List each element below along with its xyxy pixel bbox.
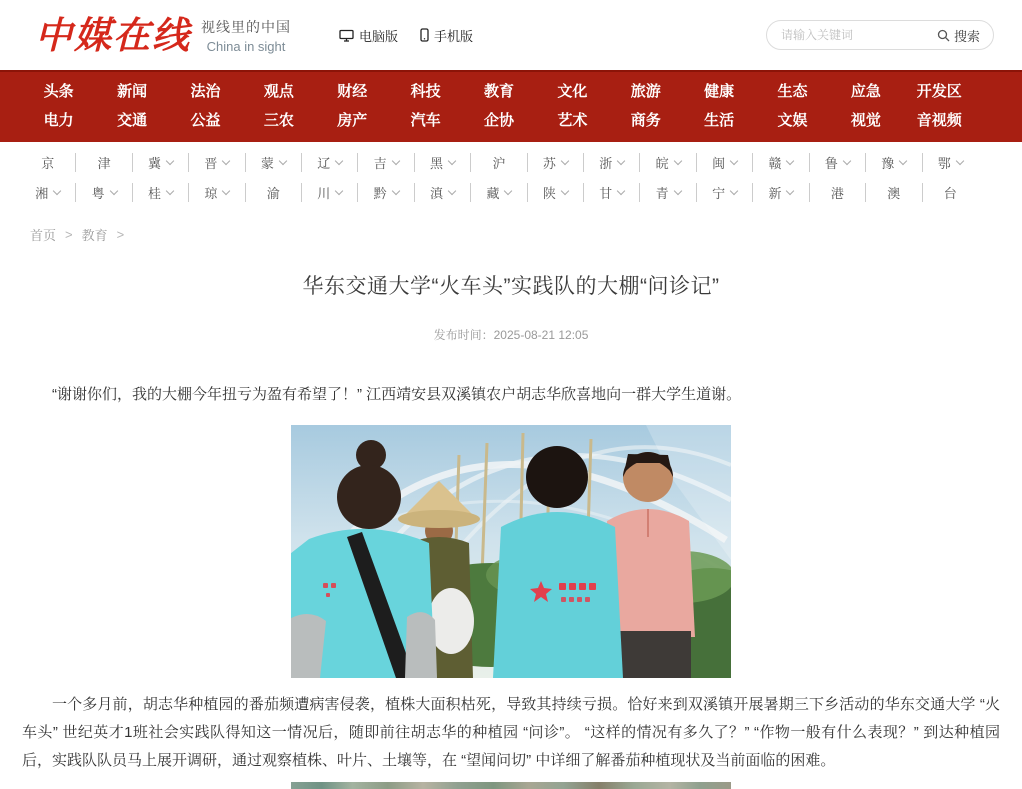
search-button[interactable] [929,26,988,45]
region-label: 陕 [542,186,556,201]
region-label: 吉 [373,156,387,171]
search-input[interactable] [781,28,929,42]
region-link[interactable] [246,183,302,202]
primary-nav-link[interactable]: 旅游 [630,83,661,100]
article-photo-wrap [22,425,1000,678]
chevron-down-icon [391,156,399,164]
region-label: 桂 [148,186,162,201]
region-label: 冀 [148,156,162,171]
primary-nav-link[interactable]: 教育 [483,83,514,100]
region-label: 渝 [266,186,280,201]
region-label: 琼 [204,186,218,201]
chevron-down-icon [222,156,230,164]
chevron-down-icon [786,186,794,194]
region-link[interactable] [302,153,358,172]
article-paragraph: “谢谢你们，我的大棚今年扭亏为盈有希望了！” 江西靖安县双溪镇农户胡志华欣喜地向一群大学生道谢。 [52,386,742,403]
primary-nav-link[interactable]: 房产 [337,112,368,129]
primary-nav-link[interactable]: 视觉 [850,112,881,129]
region-label: 川 [317,186,331,201]
region-label: 藏 [486,186,500,201]
search-button-label: 搜索 [953,28,980,44]
region-link[interactable] [246,153,302,172]
article [0,270,1022,789]
primary-nav-link[interactable]: 汽车 [410,112,441,129]
breadcrumb-link[interactable]: 教育 [81,228,108,243]
chevron-down-icon [730,156,738,164]
chevron-down-icon [617,186,625,194]
chevron-down-icon [561,186,569,194]
primary-nav-link[interactable]: 应急 [850,83,881,100]
region-link[interactable] [358,183,414,202]
chevron-down-icon [166,156,174,164]
region-link[interactable] [528,153,584,172]
site-logo-text: 中媒在线 [35,12,191,57]
chevron-down-icon [166,186,174,194]
primary-nav-link[interactable]: 公益 [190,112,221,129]
primary-nav-link[interactable]: 电力 [43,112,74,129]
region-link[interactable] [528,183,584,202]
region-link[interactable] [189,153,245,172]
primary-nav-link[interactable]: 商务 [630,112,661,129]
primary-nav-link[interactable]: 头条 [43,83,74,100]
region-link[interactable] [810,153,866,172]
primary-nav-row-2 [22,110,976,131]
region-label: 豫 [881,156,895,171]
chevron-down-icon [561,156,569,164]
primary-nav-link[interactable]: 科技 [410,83,441,100]
region-link[interactable] [415,183,471,202]
site-header [0,0,1022,70]
region-label: 皖 [655,156,669,171]
region-label: 黔 [373,186,387,201]
magnifier-icon [937,29,950,42]
chevron-down-icon [335,156,343,164]
chevron-down-icon [730,186,738,194]
article-photo [291,425,731,678]
chevron-down-icon [899,156,907,164]
version-links [339,26,473,45]
chevron-down-icon [222,186,230,194]
region-link[interactable] [810,183,866,202]
breadcrumb-link[interactable]: 首页 [30,228,57,243]
region-link[interactable] [640,183,696,202]
chevron-down-icon [448,156,456,164]
primary-nav-link[interactable]: 企协 [483,112,514,129]
primary-nav-link[interactable]: 新闻 [117,83,148,100]
primary-nav-link[interactable]: 音视频 [916,112,962,129]
chevron-down-icon [786,156,794,164]
region-link[interactable] [584,183,640,202]
region-label: 鄂 [937,156,951,171]
region-label: 澳 [887,186,901,201]
region-label: 晋 [204,156,218,171]
region-label: 津 [97,156,111,171]
primary-nav-row-1 [22,81,976,102]
primary-nav-link[interactable]: 观点 [263,83,294,100]
breadcrumb-separator: > [65,227,73,242]
region-link[interactable] [923,183,978,202]
monitor-icon [339,29,354,42]
region-label: 青 [655,186,669,201]
region-link[interactable] [76,153,132,172]
region-link[interactable] [471,153,527,172]
region-link[interactable] [189,183,245,202]
region-label: 沪 [492,156,506,171]
region-label: 滇 [430,186,444,201]
region-link[interactable] [133,153,189,172]
region-label: 京 [41,156,55,171]
primary-nav-link[interactable]: 财经 [337,83,368,100]
region-label: 赣 [768,156,782,171]
region-link[interactable] [753,153,809,172]
region-label: 蒙 [260,156,274,171]
chevron-down-icon [109,186,117,194]
pc-version-label: 电脑版 [359,28,399,44]
region-label: 粤 [91,186,105,201]
region-link[interactable] [866,183,922,202]
primary-nav-link[interactable]: 三农 [263,112,294,129]
chevron-down-icon [955,156,963,164]
article-photo-partial [291,782,731,789]
primary-nav-link[interactable]: 艺术 [557,112,588,129]
breadcrumb [0,209,1022,244]
region-label: 苏 [542,156,556,171]
site-tagline-cn: 视线里的中国 [201,18,291,35]
chevron-down-icon [617,156,625,164]
article-publish-time: 发布时间：2025-08-21 12:05 [433,328,589,342]
region-link[interactable] [415,153,471,172]
region-label: 浙 [599,156,613,171]
primary-nav-link[interactable]: 文化 [557,83,588,100]
region-link[interactable] [640,153,696,172]
chevron-down-icon [448,186,456,194]
chevron-down-icon [843,156,851,164]
chevron-down-icon [53,186,61,194]
primary-nav-link[interactable]: 文娱 [777,112,808,129]
site-logo[interactable] [35,12,291,57]
region-link[interactable] [20,153,76,172]
site-tagline [201,17,291,54]
primary-nav [0,70,1022,142]
region-label: 鲁 [824,156,838,171]
chevron-down-icon [391,186,399,194]
primary-nav-link[interactable]: 交通 [117,112,148,129]
mobile-version-link[interactable] [420,26,473,45]
article-paragraph: 一个多月前，胡志华种植园的番茄频遭病害侵袭，植株大面积枯死，导致其持续亏损。恰好来到双溪镇开展暑期三下乡活动的华东交通大学 “火车头” 世纪英才1班社会实践队得知这一情况后，随即前往胡志华的种植园 “问诊”。 “这样的情况有多久了？” “作物一般有什么表现？” 到达种植园后，实践队队员马上展开调研，通过观察植株、叶片、土壤等，在 “望闻问切” 中详细了解番茄种植现状及当前面临的困难。 [22,696,1000,770]
mobile-version-label: 手机版 [434,28,474,44]
site-tagline-en: China in sight [206,38,286,54]
chevron-down-icon [673,186,681,194]
primary-nav-link[interactable]: 开发区 [916,83,962,100]
region-link[interactable] [358,153,414,172]
region-label: 闽 [712,156,726,171]
region-link[interactable] [753,183,809,202]
pc-version-link[interactable] [339,26,398,45]
primary-nav-link[interactable]: 生活 [704,112,735,129]
article-title: 华东交通大学“火车头”实践队的大棚“问诊记” [302,275,720,298]
primary-nav-link[interactable]: 法治 [190,83,221,100]
region-link[interactable] [866,153,922,172]
region-link[interactable] [471,183,527,202]
chevron-down-icon [504,186,512,194]
region-label: 甘 [599,186,613,201]
region-link[interactable] [20,183,76,202]
region-link[interactable] [584,153,640,172]
breadcrumb-item [30,225,82,244]
region-link[interactable] [697,183,753,202]
chevron-down-icon [335,186,343,194]
primary-nav-link[interactable]: 生态 [777,83,808,100]
region-nav-row-2 [20,183,978,202]
region-nav [0,142,1022,209]
region-label: 新 [768,186,782,201]
primary-nav-link[interactable]: 健康 [704,83,735,100]
search-box [766,20,994,50]
region-label: 港 [830,186,844,201]
region-link[interactable] [133,183,189,202]
chevron-down-icon [279,156,287,164]
region-nav-row-1 [20,153,978,172]
phone-icon [420,28,429,42]
region-label: 台 [943,186,957,201]
region-label: 宁 [712,186,726,201]
region-link[interactable] [697,153,753,172]
region-link[interactable] [302,183,358,202]
breadcrumb-separator: > [116,227,125,242]
breadcrumb-item [82,225,134,244]
chevron-down-icon [673,156,681,164]
region-label: 湘 [35,186,49,201]
region-label: 黑 [430,156,444,171]
region-link[interactable] [76,183,132,202]
region-link[interactable] [923,153,978,172]
region-label: 辽 [317,156,331,171]
